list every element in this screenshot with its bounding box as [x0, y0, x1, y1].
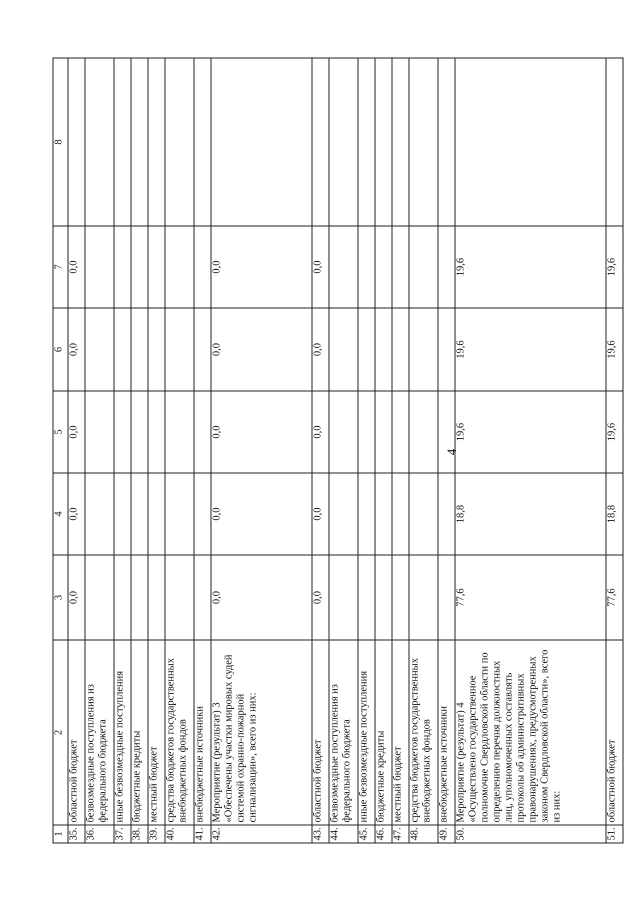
value-cell: [409, 391, 438, 473]
value-cell: [114, 555, 131, 640]
value-cell: [85, 555, 114, 640]
value-cell: [85, 308, 114, 391]
value-cell: [131, 555, 148, 640]
row-number: 37.: [114, 825, 131, 843]
value-cell: [148, 58, 165, 226]
header-cell: 5: [53, 391, 68, 473]
value-cell: [329, 226, 358, 308]
value-cell: [392, 58, 409, 226]
value-cell: 0,0: [312, 226, 329, 308]
value-cell: [131, 226, 148, 308]
value-cell: [358, 308, 375, 391]
table-row: [85, 58, 114, 843]
value-cell: [165, 308, 194, 391]
value-cell: [392, 226, 409, 308]
rotated-table-wrapper: [53, 59, 618, 844]
value-cell: [85, 226, 114, 308]
value-cell: [438, 555, 455, 640]
table-header-row: [53, 58, 68, 843]
value-cell: 0,0: [68, 555, 85, 640]
value-cell: [211, 58, 312, 226]
value-cell: [409, 308, 438, 391]
row-name: безвозмездные поступления из федерального бюджета: [85, 640, 114, 825]
row-name: бюджетные кредиты: [375, 640, 392, 825]
value-cell: [85, 58, 114, 226]
row-name: средства бюджетов государственных внебюджетных фондов: [165, 640, 194, 825]
header-cell: 6: [53, 308, 68, 391]
header-cell: 8: [53, 58, 68, 226]
value-cell: [165, 58, 194, 226]
value-cell: [194, 391, 211, 473]
value-cell: 0,0: [211, 473, 312, 555]
row-number: 40.: [165, 825, 194, 843]
value-cell: [375, 555, 392, 640]
value-cell: 19,6: [455, 308, 606, 391]
value-cell: 19,6: [606, 226, 623, 308]
table-row: [165, 58, 194, 843]
value-cell: [392, 555, 409, 640]
table-row: [455, 58, 606, 843]
row-number: 49.: [438, 825, 455, 843]
row-number: 43.: [312, 825, 329, 843]
value-cell: [329, 391, 358, 473]
value-cell: 0,0: [211, 555, 312, 640]
value-cell: [455, 58, 606, 226]
value-cell: [114, 391, 131, 473]
table-row: [392, 58, 409, 843]
value-cell: 19,6: [606, 308, 623, 391]
value-cell: [194, 555, 211, 640]
value-cell: [114, 308, 131, 391]
value-cell: [438, 58, 455, 226]
table-row: [312, 58, 329, 843]
row-number: 36.: [85, 825, 114, 843]
value-cell: [114, 473, 131, 555]
value-cell: 18,8: [606, 473, 623, 555]
value-cell: [312, 58, 329, 226]
value-cell: [85, 473, 114, 555]
table-row: [194, 58, 211, 843]
value-cell: [165, 555, 194, 640]
value-cell: [358, 58, 375, 226]
value-cell: [148, 473, 165, 555]
value-cell: 0,0: [68, 391, 85, 473]
value-cell: [409, 555, 438, 640]
page-number: 4: [444, 448, 459, 456]
value-cell: [194, 58, 211, 226]
row-name: местный бюджет: [148, 640, 165, 825]
value-cell: 0,0: [312, 473, 329, 555]
header-cell: 2: [53, 640, 68, 825]
value-cell: [358, 473, 375, 555]
row-number: 48.: [409, 825, 438, 843]
value-cell: 0,0: [211, 226, 312, 308]
row-name: бюджетные кредиты: [131, 640, 148, 825]
value-cell: [438, 473, 455, 555]
table-row: [114, 58, 131, 843]
row-name: местный бюджет: [392, 640, 409, 825]
table-row: [409, 58, 438, 843]
row-number: 46.: [375, 825, 392, 843]
value-cell: [165, 226, 194, 308]
row-number: 45.: [358, 825, 375, 843]
value-cell: [165, 391, 194, 473]
table-row: [606, 58, 623, 843]
value-cell: [194, 226, 211, 308]
value-cell: [375, 391, 392, 473]
row-number: 50.: [455, 825, 606, 843]
row-name: областной бюджет: [68, 640, 85, 825]
value-cell: 18,8: [455, 473, 606, 555]
value-cell: [131, 308, 148, 391]
row-name: внебюджетные источники: [438, 640, 455, 825]
value-cell: [375, 58, 392, 226]
value-cell: [329, 58, 358, 226]
budget-table: [53, 58, 624, 844]
value-cell: [131, 58, 148, 226]
table-row: [211, 58, 312, 843]
row-number: 44.: [329, 825, 358, 843]
row-number: 39.: [148, 825, 165, 843]
table-row: [68, 58, 85, 843]
value-cell: [438, 308, 455, 391]
value-cell: 0,0: [211, 308, 312, 391]
value-cell: [375, 308, 392, 391]
table-row: [438, 58, 455, 843]
value-cell: 19,6: [455, 226, 606, 308]
value-cell: [114, 58, 131, 226]
table-row: [329, 58, 358, 843]
header-cell: 7: [53, 226, 68, 308]
value-cell: 0,0: [211, 391, 312, 473]
value-cell: [392, 473, 409, 555]
value-cell: [131, 473, 148, 555]
value-cell: 0,0: [68, 308, 85, 391]
row-name: Мероприятие (результат) 4 «Осуществлено государственное полномочие Свердловской области по определению перечня должностных лиц, уполномоченных составлять протоколы об административных правонарушениях, предусмотренных законом Свердловской области», всего из них:: [455, 640, 606, 825]
value-cell: [392, 391, 409, 473]
row-name: средства бюджетов государственных внебюджетных фондов: [409, 640, 438, 825]
value-cell: [148, 555, 165, 640]
value-cell: [165, 473, 194, 555]
row-name: областной бюджет: [312, 640, 329, 825]
value-cell: [194, 308, 211, 391]
value-cell: [148, 308, 165, 391]
value-cell: [358, 226, 375, 308]
value-cell: 19,6: [455, 391, 606, 473]
row-name: Мероприятие (результат) 3 «Обеспечены участки мировых судей системой охранно-пожарной сигнализации», всего из них:: [211, 640, 312, 825]
value-cell: [114, 226, 131, 308]
row-name: иные безвозмездные поступления: [114, 640, 131, 825]
table-row: [375, 58, 392, 843]
value-cell: [329, 555, 358, 640]
table-row: [131, 58, 148, 843]
value-cell: [409, 58, 438, 226]
value-cell: [131, 391, 148, 473]
row-name: внебюджетные источники: [194, 640, 211, 825]
row-name: безвозмездные поступления из федерального бюджета: [329, 640, 358, 825]
row-number: 41.: [194, 825, 211, 843]
value-cell: [358, 391, 375, 473]
value-cell: [329, 473, 358, 555]
row-number: 38.: [131, 825, 148, 843]
value-cell: [358, 555, 375, 640]
value-cell: 0,0: [312, 308, 329, 391]
value-cell: [148, 391, 165, 473]
value-cell: [148, 226, 165, 308]
value-cell: [438, 391, 455, 473]
row-number: 42.: [211, 825, 312, 843]
row-name: областной бюджет: [606, 640, 623, 825]
row-name: иные безвозмездные поступления: [358, 640, 375, 825]
value-cell: [438, 226, 455, 308]
header-cell: 3: [53, 555, 68, 640]
value-cell: [375, 226, 392, 308]
value-cell: 77,6: [455, 555, 606, 640]
value-cell: [409, 473, 438, 555]
value-cell: 0,0: [68, 226, 85, 308]
value-cell: [409, 226, 438, 308]
value-cell: [194, 473, 211, 555]
value-cell: [329, 308, 358, 391]
value-cell: 0,0: [312, 391, 329, 473]
value-cell: [85, 391, 114, 473]
value-cell: 0,0: [68, 473, 85, 555]
value-cell: [392, 308, 409, 391]
row-number: 47.: [392, 825, 409, 843]
value-cell: [606, 58, 623, 226]
row-number: 35.: [68, 825, 85, 843]
value-cell: [375, 473, 392, 555]
value-cell: 0,0: [312, 555, 329, 640]
header-cell: 1: [53, 825, 68, 843]
row-number: 51.: [606, 825, 623, 843]
value-cell: 19,6: [606, 391, 623, 473]
value-cell: 77,6: [606, 555, 623, 640]
table-row: [148, 58, 165, 843]
header-cell: 4: [53, 473, 68, 555]
table-row: [358, 58, 375, 843]
value-cell: [68, 58, 85, 226]
